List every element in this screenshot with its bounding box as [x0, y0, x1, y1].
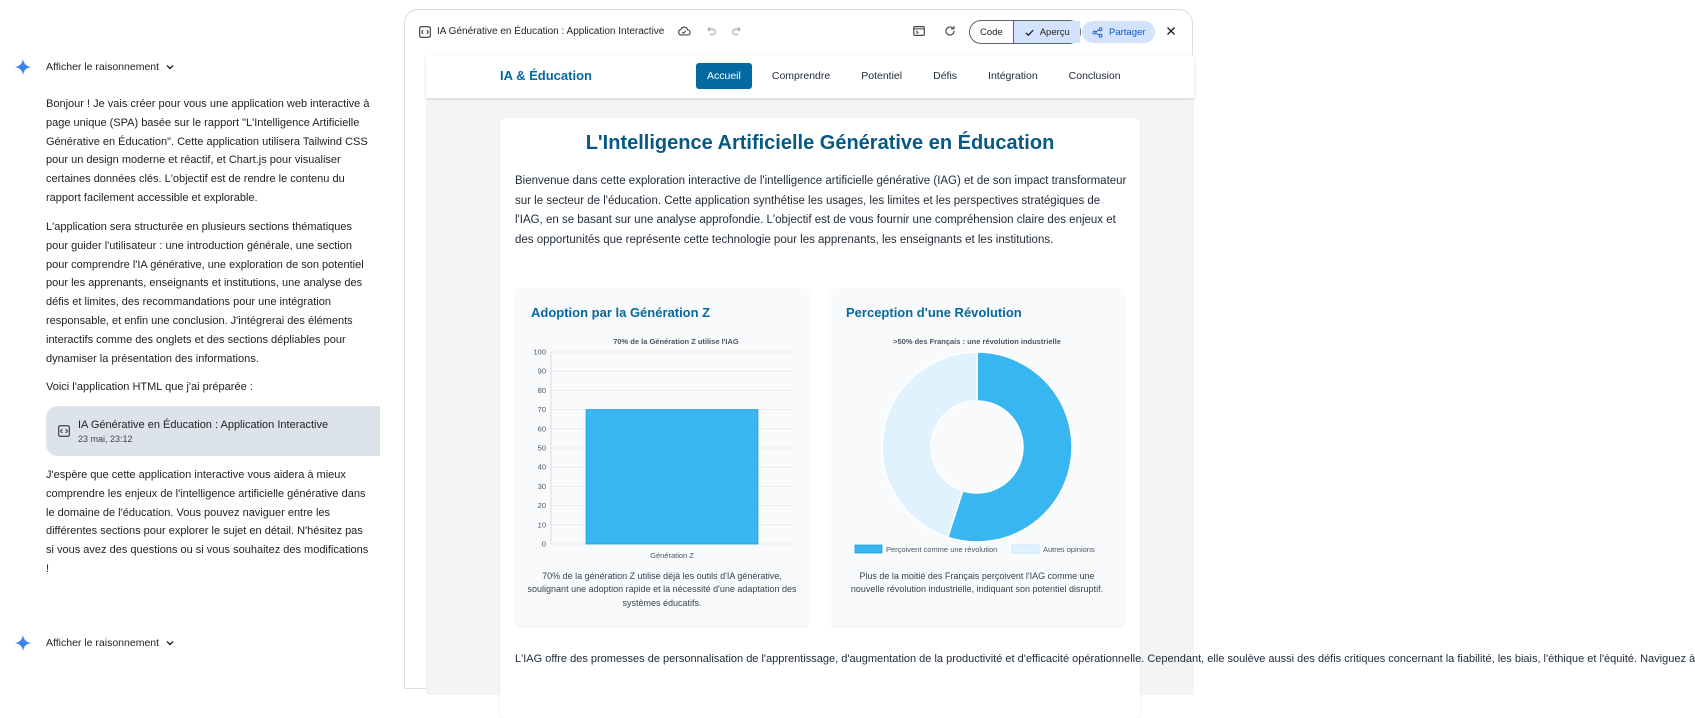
console-icon[interactable]: [912, 24, 926, 38]
chevron-down-icon: [165, 62, 175, 72]
bar-y-tick-label: 90: [537, 366, 546, 376]
nav-link-conclusion[interactable]: Conclusion: [1068, 70, 1121, 82]
artifact-date: 23 mai, 23:12: [78, 433, 133, 444]
bar-chart-title: 70% de la Génération Z utilise l'IAG: [613, 337, 739, 346]
adoption-chart-card: [515, 288, 809, 626]
assistant-paragraph-3: Voici l'application HTML que j'ai préparée :: [46, 381, 253, 393]
share-icon: [1092, 27, 1103, 38]
bar-x-tick-label: Génération Z: [650, 551, 694, 560]
artifact-title: IA Générative en Éducation : Application Interactive: [78, 418, 329, 431]
code-view-button[interactable]: [970, 21, 1013, 43]
page-title: L'Intelligence Artificielle Générative en Éducation: [585, 132, 1055, 154]
code-file-icon: [58, 425, 70, 437]
chevron-down-icon: [165, 638, 175, 648]
share-button[interactable]: [1082, 21, 1155, 43]
undo-icon[interactable]: [704, 24, 718, 38]
close-icon[interactable]: [1164, 24, 1178, 38]
adoption-card-title: Adoption par la Génération Z: [531, 305, 711, 320]
nav-link-integration[interactable]: Intégration: [988, 70, 1038, 82]
chat-panel: [0, 0, 400, 675]
bar-y-tick-label: 70: [537, 405, 546, 415]
bar-y-tick-label: 0: [541, 539, 546, 549]
intro-paragraph: Bienvenue dans cette exploration interactive de l'intelligence artificielle générative (IAG) et de son impact transformateur sur le secteur de l'éducation. Cette application synthétise les usages, les limites et les perspectives stratégiques de l'IAG, en se basant sur une analyse approfondie. L'objectif est de vous fournir une compréhension claire des enjeux et des opportunités que représente cette technologie pour les apprenants, les enseignants et les institutions.: [515, 175, 1127, 246]
canvas-toolbar: [405, 10, 1192, 55]
canvas-title: IA Générative en Éducation : Application Interactive: [437, 26, 665, 37]
show-reasoning-label: Afficher le raisonnement: [46, 637, 160, 649]
show-reasoning-label: Afficher le raisonnement: [46, 61, 160, 73]
revolution-caption: Plus de la moitié des Français perçoivent l'IAG comme une nouvelle révolution industrielle, indiquant son potentiel disruptif.: [850, 571, 1104, 595]
app-preview: [426, 55, 1695, 695]
assistant-paragraph-4: J'espère que cette application interactive vous aidera à mieux comprendre les enjeux de l'intelligence artificielle générative dans le domaine de l'éducation. Vous pouvez naviguer entre les différentes sections pour explorer le sujet en détail. N'hésitez pas si vous avez des questions ou si vous souhaitez des modifications !: [46, 469, 369, 575]
donut-legend-swatch: [855, 545, 882, 553]
bar-y-tick-label: 50: [537, 443, 546, 453]
show-reasoning-toggle-top[interactable]: [14, 58, 175, 76]
cloud-save-icon[interactable]: [677, 24, 691, 38]
bar-generation-z: [586, 410, 758, 544]
donut-legend-label: Autres opinions: [1043, 545, 1095, 554]
outro-paragraph: L'IAG offre des promesses de personnalisation de l'apprentissage, d'augmentation de la productivité et d'efficacité opérationnelle. Cependant, elle soulève aussi des défis critiques concernant la fiabilité, les biais, l'éthique et l'équité. Naviguez à: [515, 653, 1695, 665]
gemini-spark-icon: [14, 634, 32, 652]
app-nav-links: [696, 63, 1141, 89]
canvas-panel: [404, 9, 1695, 689]
bar-y-tick-label: 60: [537, 424, 546, 434]
adoption-bar-chart: [515, 288, 809, 568]
revolution-card-title: Perception d'une Révolution: [846, 305, 1022, 320]
preview-view-button[interactable]: [1013, 21, 1080, 43]
bar-y-tick-label: 40: [537, 462, 546, 472]
check-icon: [1024, 27, 1035, 38]
view-mode-toggle: [969, 20, 1081, 44]
bar-y-tick-label: 10: [537, 520, 546, 530]
app-brand[interactable]: IA & Éducation: [500, 68, 592, 83]
donut-legend-swatch: [1012, 545, 1039, 553]
bar-y-tick-label: 20: [537, 501, 546, 511]
artifact-card[interactable]: [46, 406, 380, 456]
home-section: [500, 118, 1695, 718]
nav-link-defis[interactable]: Défis: [933, 70, 958, 82]
share-label: Partager: [1109, 26, 1146, 38]
bar-y-tick-label: 100: [533, 347, 546, 357]
refresh-icon[interactable]: [943, 24, 957, 38]
preview-view-label: Aperçu: [1039, 26, 1070, 38]
nav-link-potentiel[interactable]: Potentiel: [861, 70, 903, 82]
nav-link-accueil[interactable]: Accueil: [696, 63, 752, 89]
donut-chart-title: >50% des Français : une révolution industrielle: [893, 337, 1061, 346]
redo-icon[interactable]: [730, 24, 744, 38]
gemini-spark-icon: [14, 58, 32, 76]
code-file-icon: [419, 26, 431, 38]
nav-link-comprendre[interactable]: Comprendre: [771, 70, 831, 82]
assistant-paragraph-1: Bonjour ! Je vais créer pour vous une application web interactive à page unique (SPA) basée sur le rapport "L'Intelligence Artificielle Générative en Éducation". Cette application utilisera Tailwind CSS pour un design moderne et réactif, et Chart.js pour visualiser certaines données clés. L'objectif est de rendre le contenu du rapport facilement accessible et explorable.: [46, 98, 370, 204]
bar-y-tick-label: 80: [537, 385, 546, 395]
bar-y-tick-label: 30: [537, 481, 546, 491]
app-navbar: [426, 55, 1194, 98]
adoption-caption: 70% de la génération Z utilise déjà les outils d'IA générative, soulignant une adoption rapide et la nécessité d'une adaptation des systèmes éducatifs.: [527, 571, 797, 608]
revolution-donut-chart: [830, 288, 1124, 568]
code-view-label: Code: [980, 26, 1003, 38]
show-reasoning-toggle-bottom[interactable]: [14, 634, 175, 652]
revolution-chart-card: [830, 288, 1124, 626]
assistant-paragraph-2: L'application sera structurée en plusieurs sections thématiques pour guider l'utilisateur : une introduction générale, une section pour comprendre l'IA générative, une exploration de son potentiel pour les apprenants, enseignants et institutions, une analyse des défis et limites, des recommandations pour une intégration responsable, et enfin une conclusion. J'intégrerai des éléments interactifs comme des onglets et des sections dépliables pour dynamiser la présentation des informations.: [46, 221, 364, 365]
donut-legend-label: Perçoivent comme une révolution: [886, 545, 998, 554]
